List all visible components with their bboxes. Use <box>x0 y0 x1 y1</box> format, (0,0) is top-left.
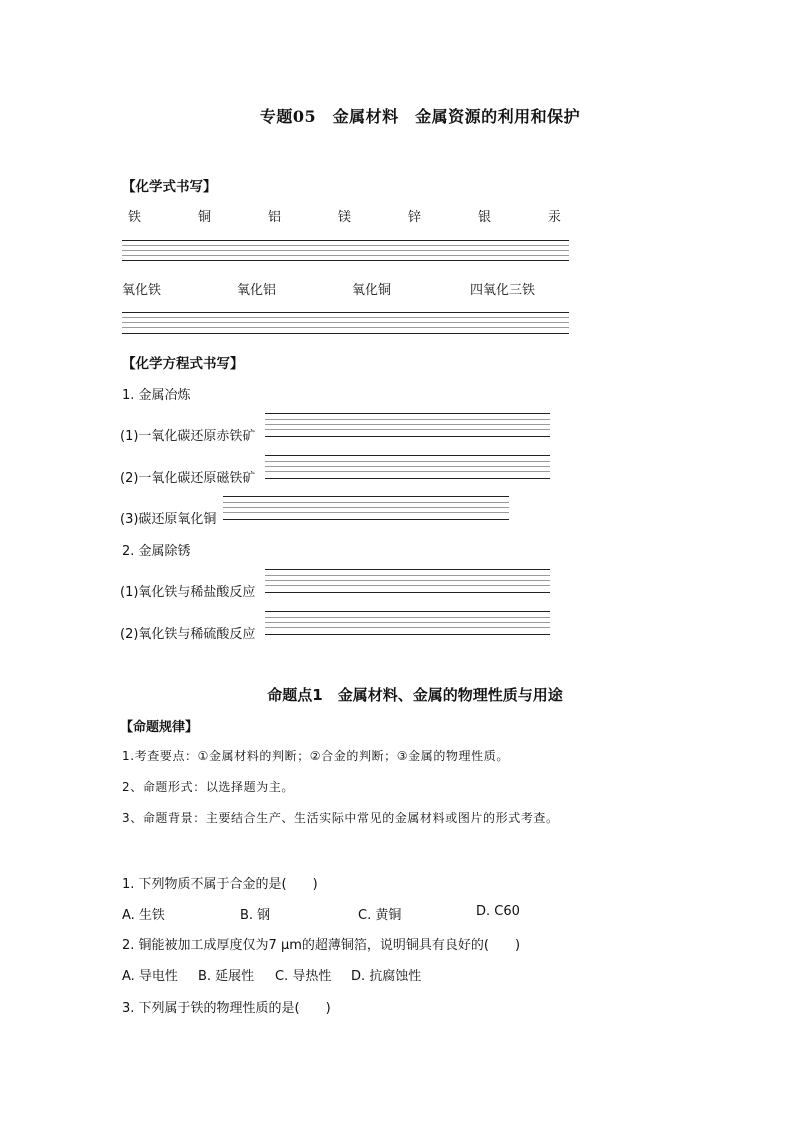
question-2-option-b: B. 延展性 <box>198 969 255 984</box>
question-2-option-d: D. 抗腐蚀性 <box>351 969 422 984</box>
element-copper: 铜 <box>198 210 212 225</box>
oxide-ferroferric-oxide: 四氧化三铁 <box>470 283 536 298</box>
question-1-stem: 1. 下列物质不属于合金的是( ) <box>122 877 318 892</box>
question-3-stem: 3. 下列属于铁的物理性质的是( ) <box>122 1001 331 1016</box>
element-iron: 铁 <box>128 210 142 225</box>
oxide-aluminum-oxide: 氧化铝 <box>237 283 277 298</box>
element-zinc: 锌 <box>408 210 422 225</box>
rule-question-form: 2、命题形式：以选择题为主。 <box>122 780 295 794</box>
rule-background: 3、命题背景：主要结合生产、生活实际中常见的金属材料或图片的形式考查。 <box>122 811 559 825</box>
question-1-option-c: C. 黄铜 <box>358 908 402 923</box>
element-magnesium: 镁 <box>338 210 352 225</box>
rules-heading: 【命题规律】 <box>120 720 199 735</box>
equation-iron-oxide-hcl: (1)氧化铁与稀盐酸反应 <box>120 585 256 600</box>
oxide-iron-oxide: 氧化铁 <box>122 283 162 298</box>
formula-section-heading: 【化学式书写】 <box>122 179 217 195</box>
question-2-stem: 2. 铜能被加工成厚度仅为7 μm的超薄铜箔，说明铜具有良好的( ) <box>122 938 521 953</box>
equation-section-heading: 【化学方程式书写】 <box>122 356 244 372</box>
element-silver: 银 <box>478 210 492 225</box>
question-1-option-d: D. C60 <box>476 904 520 919</box>
page-title: 专题05 金属材料 金属资源的利用和保护 <box>259 107 581 126</box>
topic-title: 命题点1 金属材料、金属的物理性质与用途 <box>267 686 563 704</box>
smelting-heading: 1. 金属冶炼 <box>122 388 191 403</box>
equation-c-copper-oxide: (3)碳还原氧化铜 <box>120 512 217 527</box>
equation-co-hematite: (1)一氧化碳还原赤铁矿 <box>120 429 256 444</box>
question-2-option-a: A. 导电性 <box>122 969 178 984</box>
element-aluminum: 铝 <box>268 210 282 225</box>
question-1-option-b: B. 钢 <box>240 908 271 923</box>
question-2-option-c: C. 导热性 <box>275 969 332 984</box>
equation-iron-oxide-h2so4: (2)氧化铁与稀硫酸反应 <box>120 627 256 642</box>
equation-co-magnetite: (2)一氧化碳还原磁铁矿 <box>120 471 256 486</box>
rust-removal-heading: 2. 金属除锈 <box>122 544 191 559</box>
question-1-option-a: A. 生铁 <box>122 908 165 923</box>
rule-key-points: 1.考查要点：①金属材料的判断；②合金的判断；③金属的物理性质。 <box>122 749 509 763</box>
oxide-copper-oxide: 氧化铜 <box>352 283 392 298</box>
element-mercury: 汞 <box>548 210 562 225</box>
